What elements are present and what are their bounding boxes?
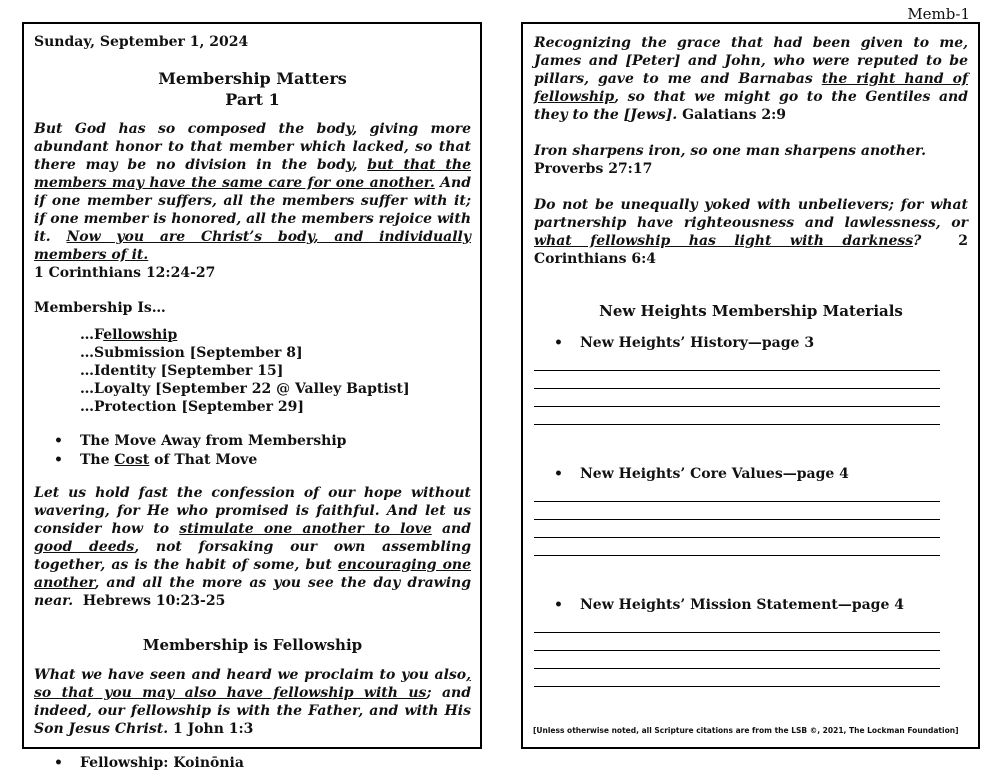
scripture-reference: 2 Corinthians 6:4: [534, 233, 968, 267]
list-item: …Submission [September 8]: [80, 345, 303, 361]
bullet-text: The: [80, 452, 115, 468]
passage-underlined: the right hand of fellowship: [534, 71, 968, 105]
writing-line[interactable]: [534, 407, 940, 425]
membership-topics-list: [34, 326, 471, 416]
history-bullet: [534, 334, 968, 353]
bullet-icon: •: [554, 597, 563, 613]
scripture-1-corinthians: [34, 120, 471, 282]
page-title: [34, 68, 471, 110]
writing-line[interactable]: [534, 651, 940, 669]
item-prefix: …F: [80, 327, 104, 343]
passage-underlined: stimulate one another to love: [179, 521, 432, 537]
passage-text: But God has so composed the body, giving more abundant honor to that member which lacked, so that there may be no division in the body,: [34, 121, 471, 173]
list-item: …Protection [September 29]: [80, 399, 304, 415]
passage-text: ?: [913, 233, 922, 249]
passage-text: ; and indeed, our fellowship is with the Father, and with His Son Jesus Christ.: [34, 685, 471, 737]
mission-bullet: [534, 596, 968, 615]
bullet-list: [34, 432, 471, 470]
writing-line[interactable]: [534, 484, 940, 502]
writing-line[interactable]: [534, 669, 940, 687]
list-item: …Loyalty [September 22 @ Valley Baptist]: [80, 381, 410, 397]
title-line-2: Part 1: [225, 90, 280, 109]
bullet-text: Fellowship: Koinōnia: [80, 755, 244, 771]
item-fellowship: ellowship: [103, 327, 178, 343]
writing-line[interactable]: [534, 633, 940, 651]
membership-is-heading: Membership Is…: [34, 300, 166, 316]
passage-text: And if one member suffers, all the members suffer with it; if one member is honored, all the members rejoice with it.: [34, 175, 471, 245]
scripture-hebrews: [34, 484, 471, 610]
page-code: Memb-1: [907, 5, 970, 23]
bullet-item: [54, 451, 471, 470]
bullet-text-underlined: Cost: [114, 452, 150, 468]
right-panel: [521, 22, 980, 749]
passage-text: and: [431, 521, 471, 537]
passage-underlined: , so that you may also have fellowship with us: [34, 667, 471, 701]
bullet-text: New Heights’ Core Values—page 4: [580, 466, 849, 482]
writing-line[interactable]: [534, 371, 940, 389]
scripture-reference: 1 Corinthians 12:24-27: [34, 265, 216, 281]
list-item: [80, 326, 471, 344]
list-item: …Identity [September 15]: [80, 363, 284, 379]
scripture-2-corinthians: [534, 196, 968, 268]
bullet-item: [54, 754, 471, 773]
passage-underlined: good deeds: [34, 539, 135, 555]
bullet-text: New Heights’ Mission Statement—page 4: [580, 597, 904, 613]
writing-line[interactable]: [534, 502, 940, 520]
passage-underlined: encouraging one another: [34, 557, 472, 591]
writing-line[interactable]: [534, 520, 940, 538]
writing-lines[interactable]: [534, 353, 940, 425]
materials-heading: New Heights Membership Materials: [599, 302, 903, 320]
left-panel: [22, 22, 482, 771]
passage-text: Do not be unequally yoked with unbelievers; for what partnership have righteousness and lawlessness, or: [534, 197, 968, 231]
scripture-proverbs: [534, 142, 968, 178]
scripture-galatians: [534, 34, 968, 124]
bullet-item: [554, 596, 968, 615]
writing-line[interactable]: [534, 389, 940, 407]
koinonia-list: [34, 754, 471, 773]
writing-line[interactable]: [534, 353, 940, 371]
date-heading: Sunday, September 1, 2024: [34, 34, 249, 50]
bullet-item: [54, 432, 471, 451]
bullet-text: of That Move: [149, 452, 258, 468]
scripture-1-john: [34, 666, 471, 738]
values-bullet: [534, 465, 968, 484]
bullet-icon: •: [54, 452, 63, 468]
scripture-reference: Hebrews 10:23-25: [82, 593, 226, 609]
writing-lines[interactable]: [534, 484, 940, 556]
passage-text: What we have seen and heard we proclaim to you also: [34, 667, 467, 683]
bullet-icon: •: [54, 755, 63, 771]
bullet-icon: •: [554, 335, 563, 351]
passage-underlined: what fellowship has light with darkness: [534, 233, 914, 249]
title-line-1: Membership Matters: [158, 69, 347, 88]
passage-text: , and all the more as you see the day drawing near.: [34, 575, 471, 609]
scripture-reference: Proverbs 27:17: [534, 161, 653, 177]
scripture-reference: 1 John 1:3: [172, 721, 254, 737]
bullet-icon: •: [554, 466, 563, 482]
passage-text: Recognizing the grace that had been given to me, James and [Peter] and John, who were reputed to be pillars, gave to me and Barnabas: [534, 35, 968, 87]
passage-underlined: Now you are Christ’s body, and individually members of it.: [34, 229, 471, 263]
passage-text: , not forsaking our own assembling together, as is the habit of some, but: [34, 539, 471, 573]
scripture-reference: Galatians 2:9: [682, 107, 786, 123]
writing-line[interactable]: [534, 615, 940, 633]
bullet-item: [554, 334, 968, 353]
passage-text: Let us hold fast the confession of our hope without wavering, for He who promised is faithful. And let us consider how to: [34, 485, 471, 537]
writing-line[interactable]: [534, 538, 940, 556]
bullet-icon: •: [54, 433, 63, 449]
bullet-text: New Heights’ History—page 3: [580, 335, 815, 351]
scripture-footnote: [Unless otherwise noted, all Scripture citations are from the LSB ©, 2021, The Lockman Foundation]: [533, 726, 959, 735]
passage-text: Iron sharpens iron, so one man sharpens another.: [534, 143, 926, 159]
bullet-text: The Move Away from Membership: [80, 433, 347, 449]
fellowship-heading: Membership is Fellowship: [142, 636, 363, 654]
passage-text: , so that we might go to the Gentiles and they to the [Jews].: [534, 89, 968, 123]
bullet-item: [554, 465, 968, 484]
writing-lines[interactable]: [534, 615, 940, 687]
passage-underlined: but that the members may have the same care for one another.: [34, 157, 471, 191]
